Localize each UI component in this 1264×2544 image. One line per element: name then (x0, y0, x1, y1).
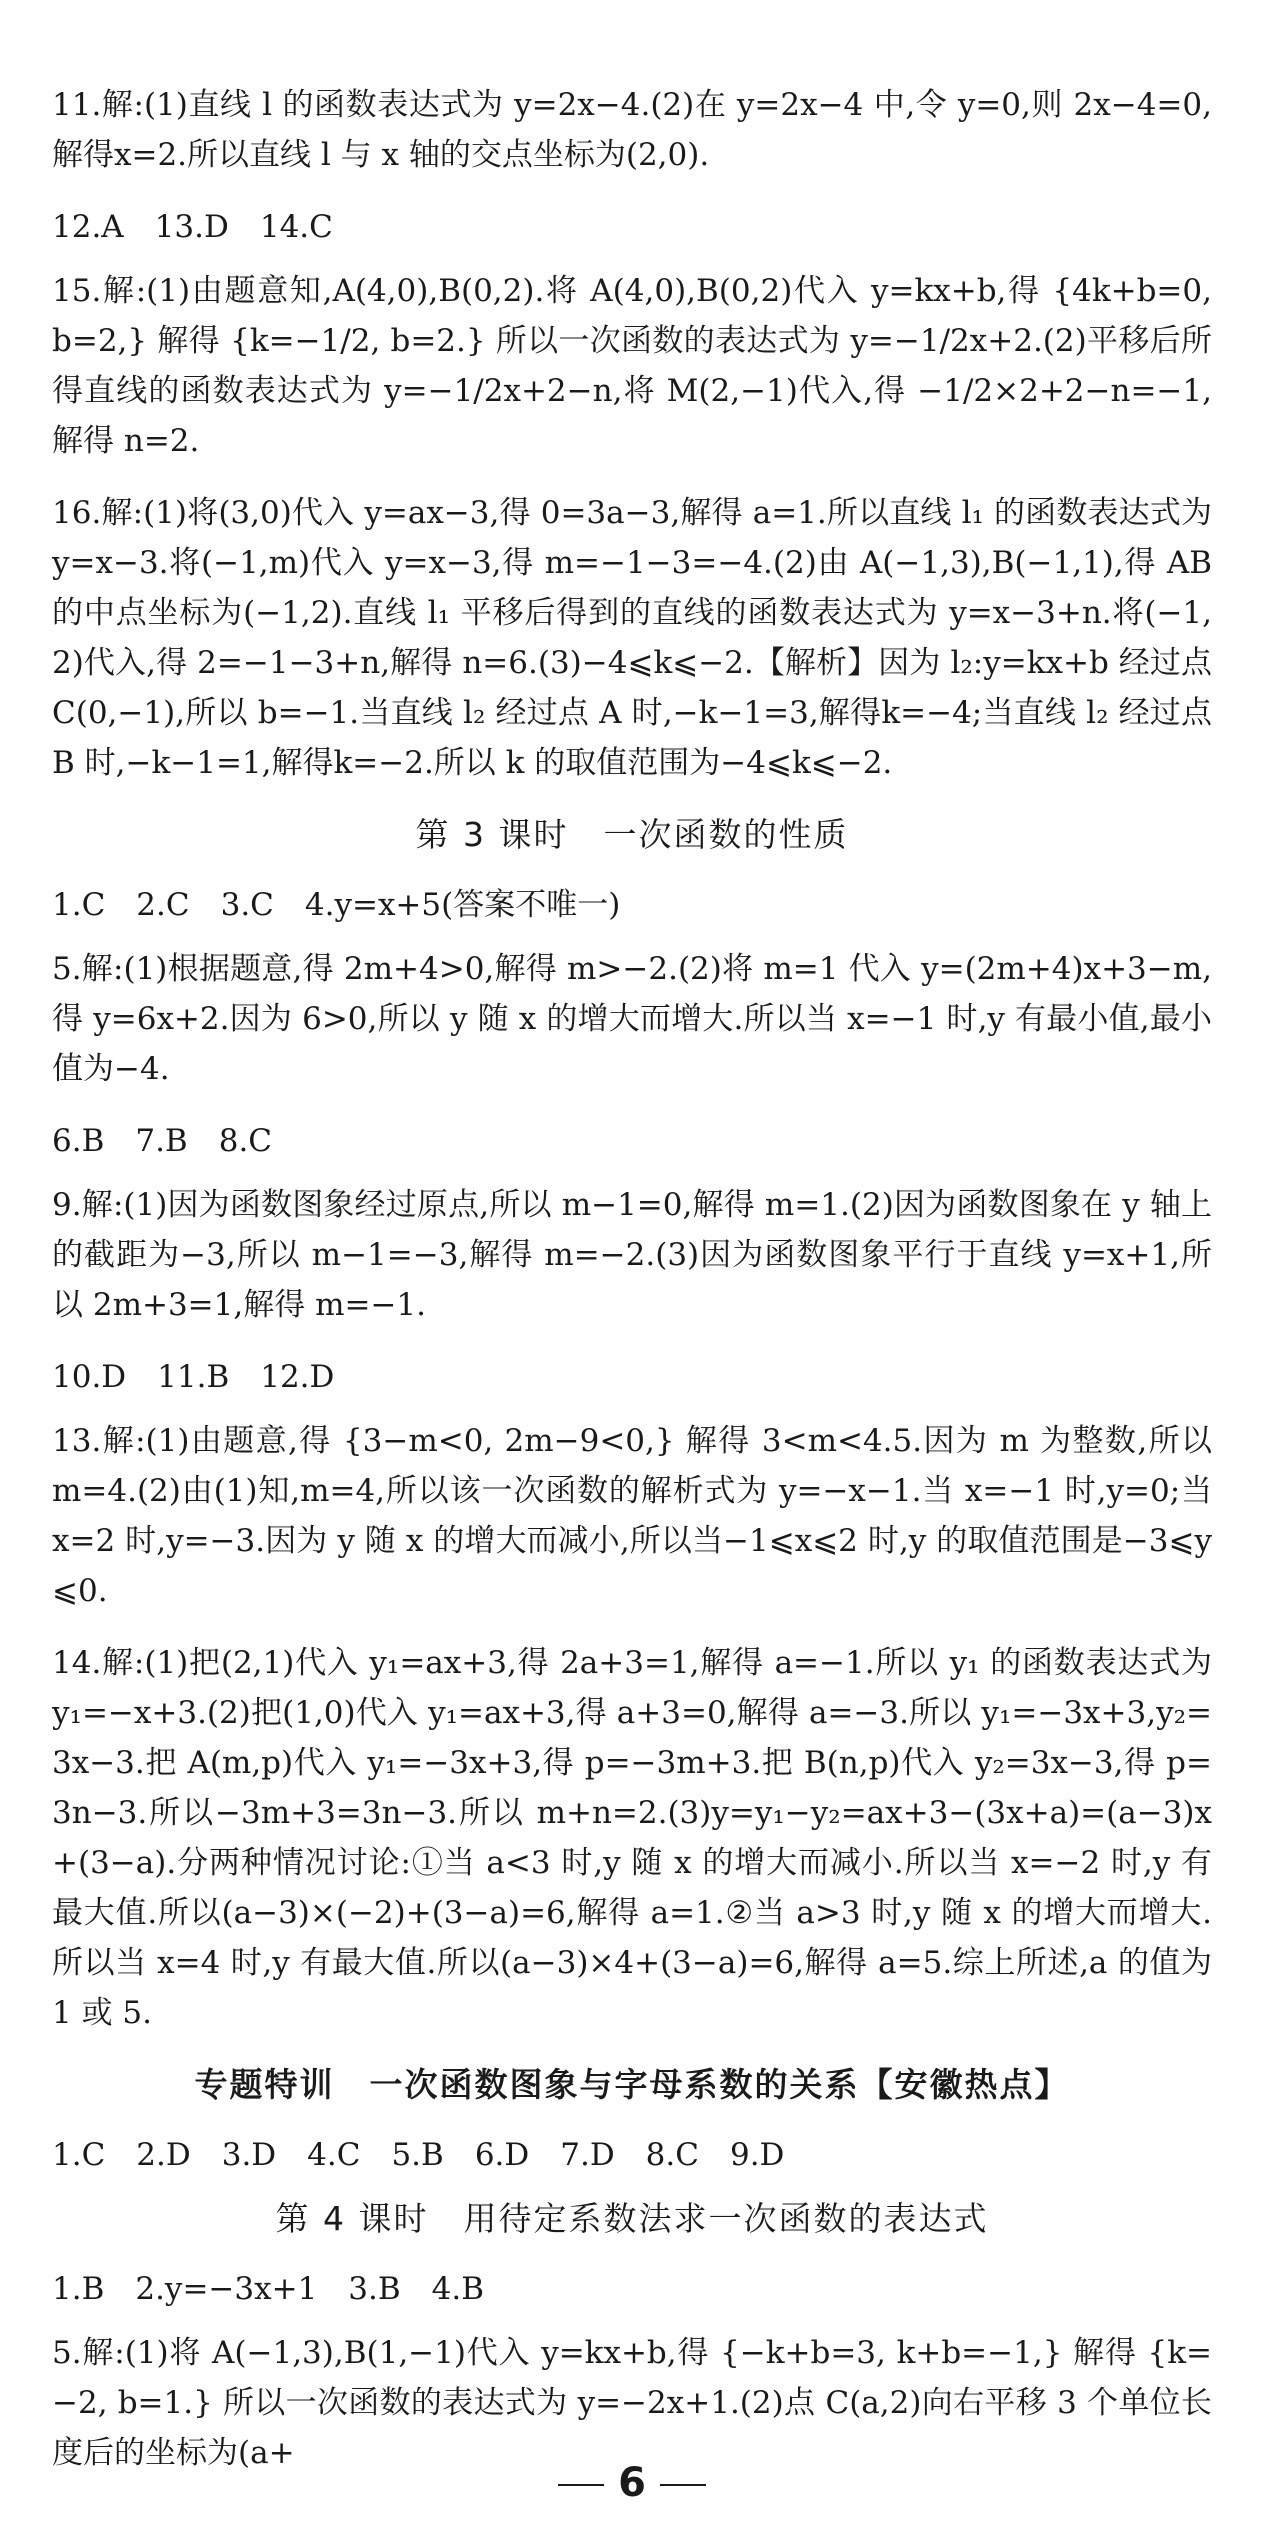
answer-13: 13.解:(1)由题意,得 {3−m<0, 2m−9<0,} 解得 3<m<4.5.因为 m 为整数,所以 m=4.(2)由(1)知,m=4,所以该一次函数的解析式为 y=−x−1.当 x=−1 时,y=0;当 x=2 时,y=−3.因为 y 随 x 的增大而减小,所以当−1⩽x⩽2 时,y 的取值范围是−3⩽y⩽0. (52, 1423, 1212, 1609)
lesson-4-answer-5: 5.解:(1)将 A(−1,3),B(1,−1)代入 y=kx+b,得 {−k+b=3, k+b=−1,} 解得 {k=−2, b=1.} 所以一次函数的表达式为 y=−2x+1.(2)点 C(a,2)向右平移 3 个单位长度后的坐标为(a+ (52, 2335, 1212, 2471)
page-number (0, 2460, 1264, 2506)
answer-11: 11.解:(1)直线 l 的函数表达式为 y=2x−4.(2)在 y=2x−4 中,令 y=0,则 2x−4=0,解得x=2.所以直线 l 与 x 轴的交点坐标为(2,0). (52, 87, 1212, 173)
answers-6-8: 6.B 7.B 8.C (52, 1123, 273, 1159)
page-number-dash-right (660, 2484, 706, 2486)
answers-10-12: 10.D 11.B 12.D (52, 1359, 335, 1395)
answer-14: 14.解:(1)把(2,1)代入 y₁=ax+3,得 2a+3=1,解得 a=−1.所以 y₁ 的函数表达式为 y₁=−x+3.(2)把(1,0)代入 y₁=ax+3,得 a+3=0,解得 a=−3.所以 y₁=−3x+3,y₂=3x−3.把 A(m,p)代入 y₁=−3x+3,得 p=−3m+3.把 B(n,p)代入 y₂=3x−3,得 p=3n−3.所以−3m+3=3n−3.所以 m+n=2.(3)y=y₁−y₂=ax+3−(3x+a)=(a−3)x+(3−a).分两种情况讨论:①当 a<3 时,y 随 x 的增大而减小.所以当 x=−2 时,y 有最大值.所以(a−3)×(−2)+(3−a)=6,解得 a=1.②当 a>3 时,y 随 x 的增大而增大.所以当 x=4 时,y 有最大值.所以(a−3)×4+(3−a)=6,解得 a=5.综上所述,a 的值为 1 或 5. (52, 1645, 1212, 2031)
page-number-dash-left (558, 2484, 604, 2486)
lesson-3-heading: 第 3 课时 一次函数的性质 (415, 815, 849, 854)
page-number-value: 6 (618, 2460, 646, 2506)
lesson-4-answers-1-4: 1.B 2.y=−3x+1 3.B 4.B (52, 2271, 485, 2307)
answer-9: 9.解:(1)因为函数图象经过原点,所以 m−1=0,解得 m=1.(2)因为函数图象在 y 轴上的截距为−3,所以 m−1=−3,解得 m=−2.(3)因为函数图象平行于直线 y=x+1,所以 2m+3=1,解得 m=−1. (52, 1187, 1212, 1323)
answer-5: 5.解:(1)根据题意,得 2m+4>0,解得 m>−2.(2)将 m=1 代入 y=(2m+4)x+3−m,得 y=6x+2.因为 6>0,所以 y 随 x 的增大而增大.所以当 x=−1 时,y 有最小值,最小值为−4. (52, 951, 1212, 1087)
answer-16: 16.解:(1)将(3,0)代入 y=ax−3,得 0=3a−3,解得 a=1.所以直线 l₁ 的函数表达式为 y=x−3.将(−1,m)代入 y=x−3,得 m=−1−3=−4.(2)由 A(−1,3),B(−1,1),得 AB 的中点坐标为(−1,2).直线 l₁ 平移后得到的直线的函数表达式为 y=x−3+n.将(−1,2)代入,得 2=−1−3+n,解得 n=6.(3)−4⩽k⩽−2.【解析】因为 l₂:y=kx+b 经过点 C(0,−1),所以 b=−1.当直线 l₂ 经过点 A 时,−k−1=3,解得k=−4;当直线 l₂ 经过点 B 时,−k−1=1,解得k=−2.所以 k 的取值范围为−4⩽k⩽−2. (52, 495, 1212, 781)
answers-12-14: 12.A 13.D 14.C (52, 209, 333, 245)
special-training-heading: 专题特训 一次函数图象与字母系数的关系【安徽热点】 (194, 2065, 1070, 2104)
lesson-4-heading: 第 4 课时 用待定系数法求一次函数的表达式 (275, 2199, 989, 2238)
answer-15: 15.解:(1)由题意知,A(4,0),B(0,2).将 A(4,0),B(0,2)代入 y=kx+b,得 {4k+b=0, b=2,} 解得 {k=−1/2, b=2.} 所以一次函数的表达式为 y=−1/2x+2.(2)平移后所得直线的函数表达式为 y=−1/2x+2−n,将 M(2,−1)代入,得 −1/2×2+2−n=−1,解得 n=2. (52, 273, 1212, 459)
answers-1-4: 1.C 2.C 3.C 4.y=x+5(答案不唯一) (52, 887, 621, 923)
special-training-answers: 1.C 2.D 3.D 4.C 5.B 6.D 7.D 8.C 9.D (52, 2137, 785, 2173)
